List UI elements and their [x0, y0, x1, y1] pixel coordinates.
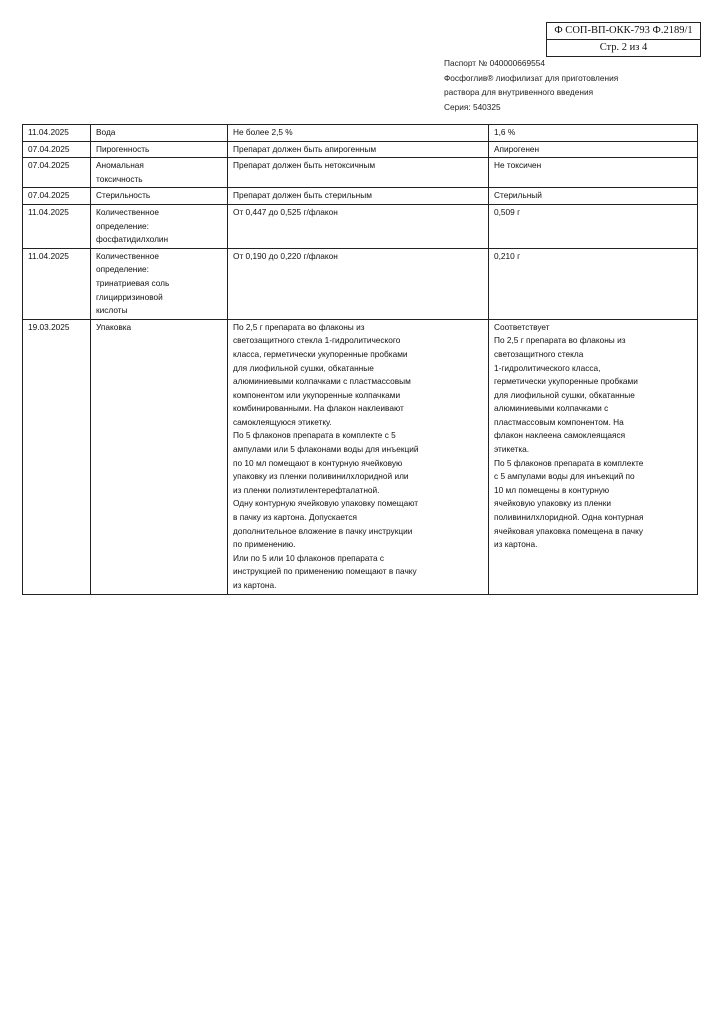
- test-name: Пирогенность: [91, 141, 228, 158]
- page-number: Стр. 2 из 4: [547, 39, 700, 56]
- test-result: Апирогенен: [489, 141, 698, 158]
- table-row: [23, 248, 698, 319]
- form-code-box: [546, 22, 701, 57]
- test-date: 07.04.2025: [23, 141, 91, 158]
- test-requirement: По 2,5 г препарата во флаконы из светозащитного стекла 1-гидролитического класса, герметически укупоренные пробками для лиофильной сушки, обкатанные алюминиевыми колпачками с пластмассовым компонентом или укупоренные колпачками комбинированными. На флакон наклеивают самоклеящуюся этикетку. По 5 флаконов препарата в комплекте с 5 ампулами или 5 флаконами воды для инъекций по 10 мл помещают в контурную ячейковую упаковку из пленки поливинилхлоридной или из пленки полиэтилентерефталатной. Одну контурную ячейковую упаковку помещают в пачку из картона. Допускается дополнительное вложение в пачку инструкции по применению. Или по 5 или 10 флаконов препарата с инструкцией по применению помещают в пачку из картона.: [228, 319, 489, 594]
- table-row: [23, 204, 698, 248]
- test-date: 07.04.2025: [23, 188, 91, 205]
- product-name-line-1: Фосфоглив® лиофилизат для приготовления: [444, 72, 619, 83]
- test-result: Стерильный: [489, 188, 698, 205]
- form-code: Ф СОП-ВП-ОКК-793 Ф.2189/1: [554, 25, 693, 36]
- test-requirement: От 0,447 до 0,525 г/флакон: [228, 204, 489, 248]
- test-requirement: Препарат должен быть апирогенным: [228, 141, 489, 158]
- table-row: [23, 158, 698, 188]
- passport-header: [444, 56, 618, 114]
- table-row: [23, 188, 698, 205]
- table-row: [23, 125, 698, 142]
- test-requirement: От 0,190 до 0,220 г/флакон: [228, 248, 489, 319]
- test-name: Упаковка: [91, 319, 228, 594]
- test-result: 0,210 г: [489, 248, 698, 319]
- test-name: Стерильность: [91, 188, 228, 205]
- product-name-line-2: раствора для внутривенного введения: [444, 87, 594, 97]
- table-row: [23, 319, 698, 594]
- passport-number: Паспорт № 040000669554: [444, 58, 545, 68]
- series-number: Серия: 540325: [444, 101, 501, 112]
- test-date: 11.04.2025: [23, 204, 91, 248]
- test-date: 11.04.2025: [23, 125, 91, 142]
- test-date: 11.04.2025: [23, 248, 91, 319]
- test-name: Вода: [91, 125, 228, 142]
- test-results-table: [22, 124, 698, 595]
- table-row: [23, 141, 698, 158]
- test-name: Количественное определение: тринатриевая соль глицирризиновой кислоты: [91, 248, 228, 319]
- test-result: Не токсичен: [489, 158, 698, 188]
- test-requirement: Препарат должен быть стерильным: [228, 188, 489, 205]
- test-result: Соответствует По 2,5 г препарата во флаконы из светозащитного стекла 1-гидролитического класса, герметически укупоренные пробками для лиофильной сушки, обкатанные алюминиевыми колпачками с пластмассовым компонентом. На флакон наклеена самоклеящаяся этикетка. По 5 флаконов препарата в комплекте с 5 ампулами воды для инъекций по 10 мл помещены в контурную ячейковую упаковку из пленки поливинилхлоридной. Одна контурная ячейковая упаковка помещена в пачку из картона.: [489, 319, 698, 594]
- test-name: Количественное определение: фосфатидилхолин: [91, 204, 228, 248]
- test-result: 0,509 г: [489, 204, 698, 248]
- test-date: 19.03.2025: [23, 319, 91, 594]
- test-name: Аномальная токсичность: [91, 158, 228, 188]
- test-requirement: Препарат должен быть нетоксичным: [228, 158, 489, 188]
- test-requirement: Не более 2,5 %: [228, 125, 489, 142]
- test-date: 07.04.2025: [23, 158, 91, 188]
- test-result: 1,6 %: [489, 125, 698, 142]
